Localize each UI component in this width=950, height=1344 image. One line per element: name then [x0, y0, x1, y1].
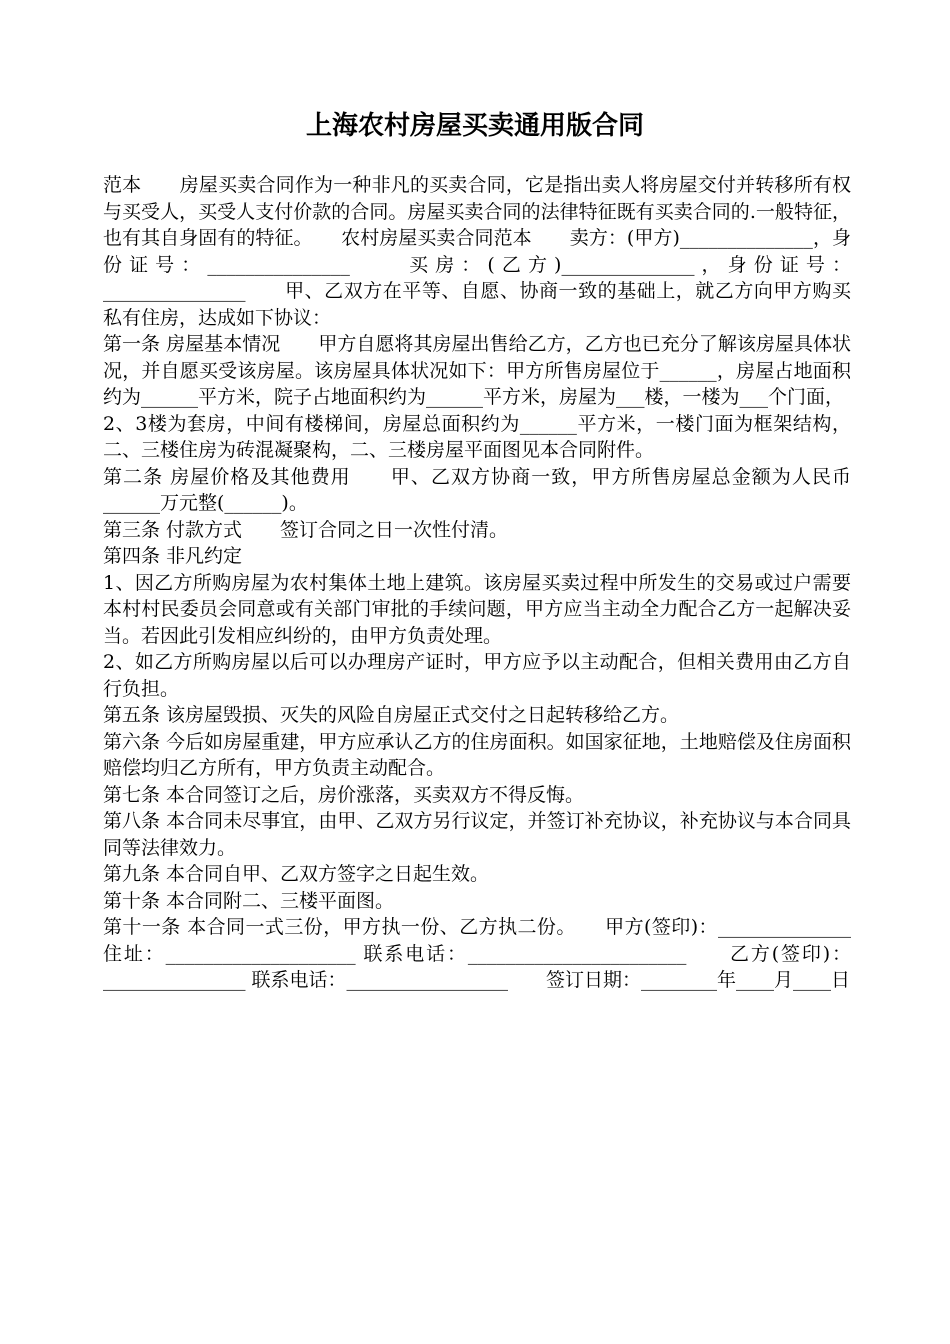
paragraph-article-1: 第一条 房屋基本情况 甲方自愿将其房屋出售给乙方，乙方也已充分了解该房屋具体状况，并自愿买受该房屋。该房屋具体状况如下：甲方所售房屋位于______，房屋占地面积约为______平方米，院子占地面积约为______平方米，房屋为___楼，一楼为___个门面， — [103, 333, 851, 408]
paragraph-article-7: 第七条 本合同签订之后，房价涨落，买卖双方不得反悔。 — [103, 783, 585, 806]
paragraph-article-6: 第六条 今后如房屋重建，甲方应承认乙方的住房面积。如国家征地，土地赔偿及住房面积赔偿均归乙方所有，甲方负责主动配合。 — [103, 730, 851, 779]
paragraph-article-10: 第十条 本合同附二、三楼平面图。 — [103, 889, 395, 912]
paragraph-article-5: 第五条 该房屋毁损、灭失的风险自房屋正式交付之日起转移给乙方。 — [103, 704, 680, 726]
paragraph-article-8: 第八条 本合同未尽事宜，由甲、乙双方另行议定，并签订补充协议，补充协议与本合同具同等法律效力。 — [103, 810, 851, 859]
paragraph-article-3: 第三条 付款方式 签订合同之日一次性付清。 — [103, 518, 509, 541]
document-title: 上海农村房屋买卖通用版合同 — [305, 111, 644, 141]
paragraph-article-9: 第九条 本合同自甲、乙双方签字之日起生效。 — [103, 863, 490, 885]
paragraph-article-1-cont: 2、3楼为套房，中间有楼梯间，房屋总面积约为______平方米，一楼门面为框架结构，二、三楼住房为砖混凝聚构，二、三楼房屋平面图见本合同附件。 — [103, 412, 851, 461]
paragraph-intro: 范本 房屋买卖合同作为一种非凡的买卖合同，它是指出卖人将房屋交付并转移所有权与买受人，买受人支付价款的合同。房屋买卖合同的法律特征既有买卖合同的.一般特征，也有其自身固有的特征。 农村房屋买卖合同范本 卖方：(甲方)______________，身份证号：_______________ 买房：(乙方)______________，身份证号：_______________ 甲、乙双方在平等、自愿、协商一致的基础上，就乙方向甲方购买私有住房，达成如下协议： — [103, 174, 851, 329]
paragraph-article-4: 第四条 非凡约定 — [103, 545, 243, 567]
paragraph-article-11-signatures: 第十一条 本合同一式三份，甲方执一份、乙方执二份。 甲方(签印)：______________ 住址：____________________ 联系电话：_______________________ 乙方(签印)：_______________ 联系电话：_________________ 签订日期：________年____月____日 — [103, 916, 851, 991]
paragraph-article-4-item-2: 2、如乙方所购房屋以后可以办理房产证时，甲方应予以主动配合，但相关费用由乙方自行负担。 — [103, 651, 851, 700]
paragraph-article-2: 第二条 房屋价格及其他费用 甲、乙双方协商一致，甲方所售房屋总金额为人民币______万元整(______)。 — [103, 465, 851, 514]
paragraph-article-4-item-1: 1、因乙方所购房屋为农村集体土地上建筑。该房屋买卖过程中所发生的交易或过户需要本村村民委员会同意或有关部门审批的手续问题，甲方应当主动全力配合乙方一起解决妥当。若因此引发相应纠纷的，由甲方负责处理。 — [103, 571, 851, 647]
document-body — [103, 172, 851, 994]
